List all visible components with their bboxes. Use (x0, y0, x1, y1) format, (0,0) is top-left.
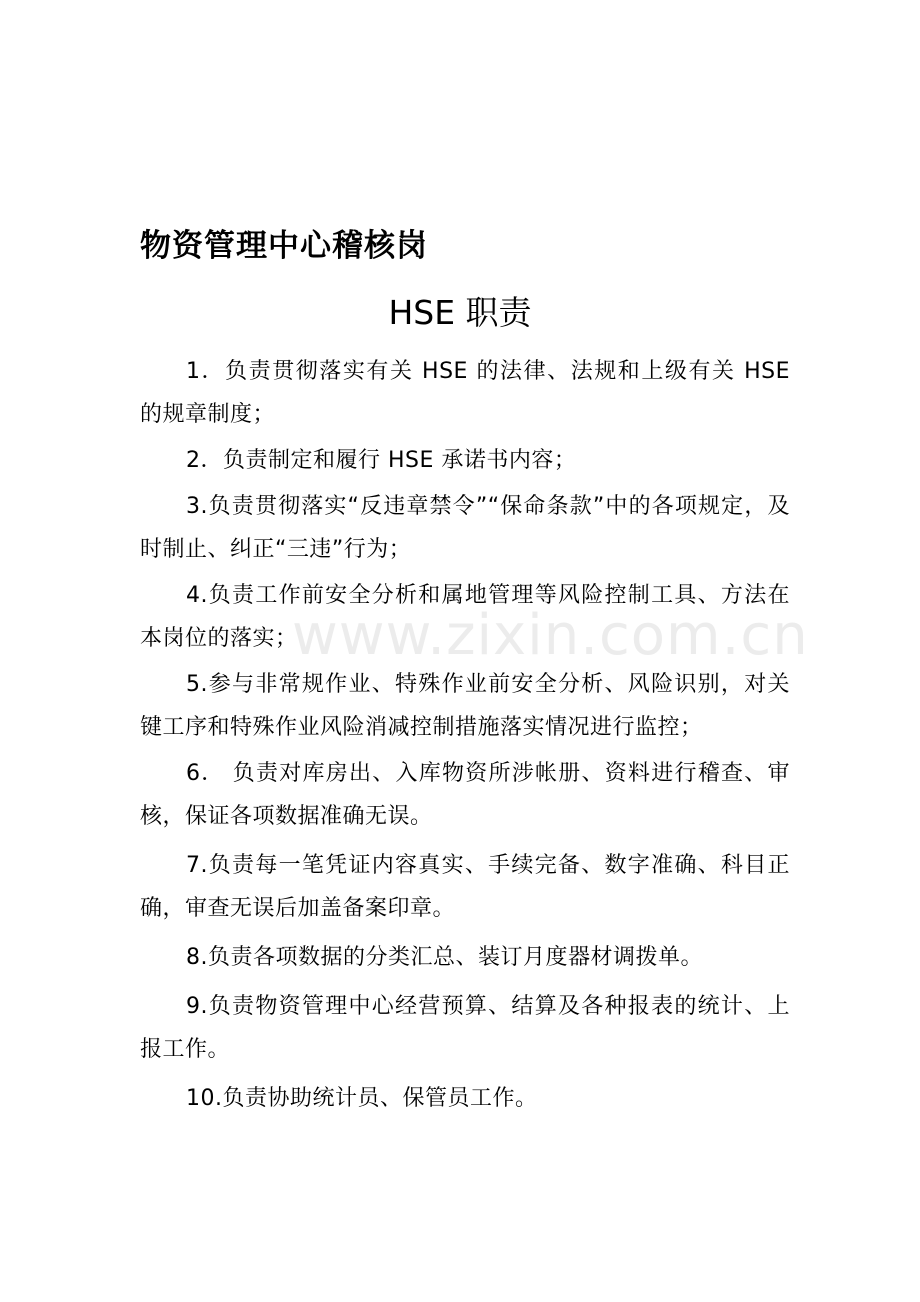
duty-item-4: 4.负责工作前安全分析和属地管理等风险控制工具、方法在本岗位的落实； (140, 583, 790, 651)
document-heading: 物资管理中心稽核岗 (140, 228, 428, 264)
duty-item-6: 6． 负责对库房出、入库物资所涉帐册、资料进行稽查、审核，保证各项数据准确无误。 (140, 761, 790, 829)
duty-item-10: 10.负责协助统计员、保管员工作。 (186, 1086, 538, 1111)
duty-item-5: 5.参与非常规作业、特殊作业前安全分析、风险识别，对关键工序和特殊作业风险消减控制措施落实情况进行监控； (140, 672, 790, 740)
duty-list (140, 350, 790, 1126)
duty-item-8: 8.负责各项数据的分类汇总、装订月度器材调拨单。 (186, 945, 703, 970)
duty-item-9: 9.负责物资管理中心经营预算、结算及各种报表的统计、上报工作。 (140, 994, 790, 1062)
duty-item-3: 3.负责贯彻落实“反违章禁令”“保命条款”中的各项规定，及时制止、纠正“三违”行为； (140, 494, 790, 562)
watermark: www.zixin.com.cn (292, 603, 809, 668)
duty-item-2: 2．负责制定和履行 HSE 承诺书内容； (186, 448, 577, 473)
document-subtitle: HSE 职责 (388, 293, 532, 332)
duty-item-1: 1．负责贯彻落实有关 HSE 的法律、法规和上级有关 HSE 的规章制度； (140, 359, 790, 427)
duty-item-7: 7.负责每一笔凭证内容真实、手续完备、数字准确、科目正确，审查无误后加盖备案印章。 (140, 853, 790, 921)
